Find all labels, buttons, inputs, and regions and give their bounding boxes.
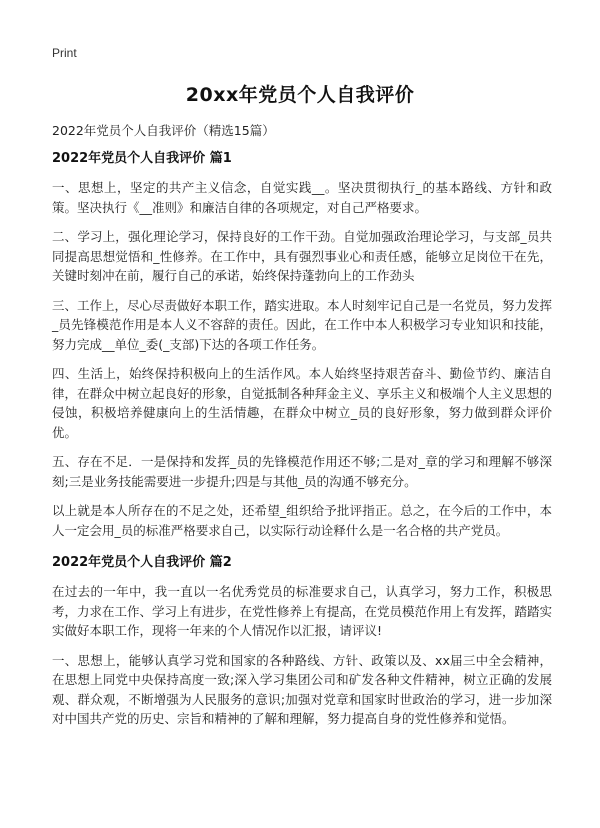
paragraph: 五、存在不足．一是保持和发挥_员的先锋模范作用还不够;二是对_章的学习和理解不够深刻;三是业务技能需要进一步提升;四是与其他_员的沟通不够充分。 [52, 454, 552, 489]
print-link[interactable]: Print [52, 46, 77, 60]
document-subtitle: 2022年党员个人自我评价（精选15篇） [52, 123, 275, 138]
paragraph: 四、生活上，始终保持积极向上的生活作风。本人始终坚持艰苦奋斗、勤俭节约、廉洁自律，在群众中树立起良好的形象，自觉抵制各种拜金主义、享乐主义和极端个人主义思想的侵蚀，积极培养健康向上的生活情趣，在群众中树立_员的良好形象，努力做到群众评价优。 [52, 366, 553, 440]
paragraph: 以上就是本人所存在的不足之处，还希望_组织给予批评指正。总之，在今后的工作中，本人一定会用_员的标准严格要求自己，以实际行动诠释什么是一名合格的共产党员。 [52, 503, 552, 538]
paragraph: 在过去的一年中，我一直以一名优秀党员的标准要求自己，认真学习，努力工作，积极思考，力求在工作、学习上有进步，在党性修养上有提高，在党员模范作用上有发挥，踏踏实实做好本职工作，现将一年来的个人情况作以汇报，请评议! [52, 584, 553, 638]
paragraph: 三、工作上，尽心尽责做好本职工作，踏实进取。本人时刻牢记自己是一名党员，努力发挥_员先锋模范作用是本人义不容辞的责任。因此，在工作中本人积极学习专业知识和技能，努力完成__单位_委(_支部)下达的各项工作任务。 [52, 297, 553, 352]
paragraph: 二、学习上，强化理论学习，保持良好的工作干劲。自觉加强政治理论学习，与支部_员共同提高思想觉悟和_性修养。在工作中，具有强烈事业心和责任感，能够立足岗位干在先，关键时刻冲在前，履行自己的承诺，始终保持蓬勃向上的工作劲头 [52, 229, 552, 283]
paragraph: 一、思想上，能够认真学习党和国家的各种路线、方针、政策以及、xx届三中全会精神，在思想上同党中央保持高度一致;深入学习集团公司和矿发各种文件精神，树立正确的发展观、群众观，不断增强为人民服务的意识;加强对党章和国家时世政治的学习，进一步加深对中国共产党的历史、宗旨和精神的了解和理解，努力提高自身的党性修养和觉悟。 [52, 652, 552, 726]
section-1 [52, 150, 552, 540]
paragraph: 一、思想上，坚定的共产主义信念，自觉实践__。坚决贯彻执行_的基本路线、方针和政策。坚决执行《__准则》和廉洁自律的各项规定，对自己严格要求。 [52, 180, 552, 215]
section-heading: 2022年党员个人自我评价 篇2 [52, 555, 232, 570]
document-title: 20xx年党员个人自我评价 [185, 84, 415, 106]
section-2 [52, 554, 552, 729]
section-heading: 2022年党员个人自我评价 篇1 [52, 151, 232, 166]
document-body [52, 150, 552, 739]
